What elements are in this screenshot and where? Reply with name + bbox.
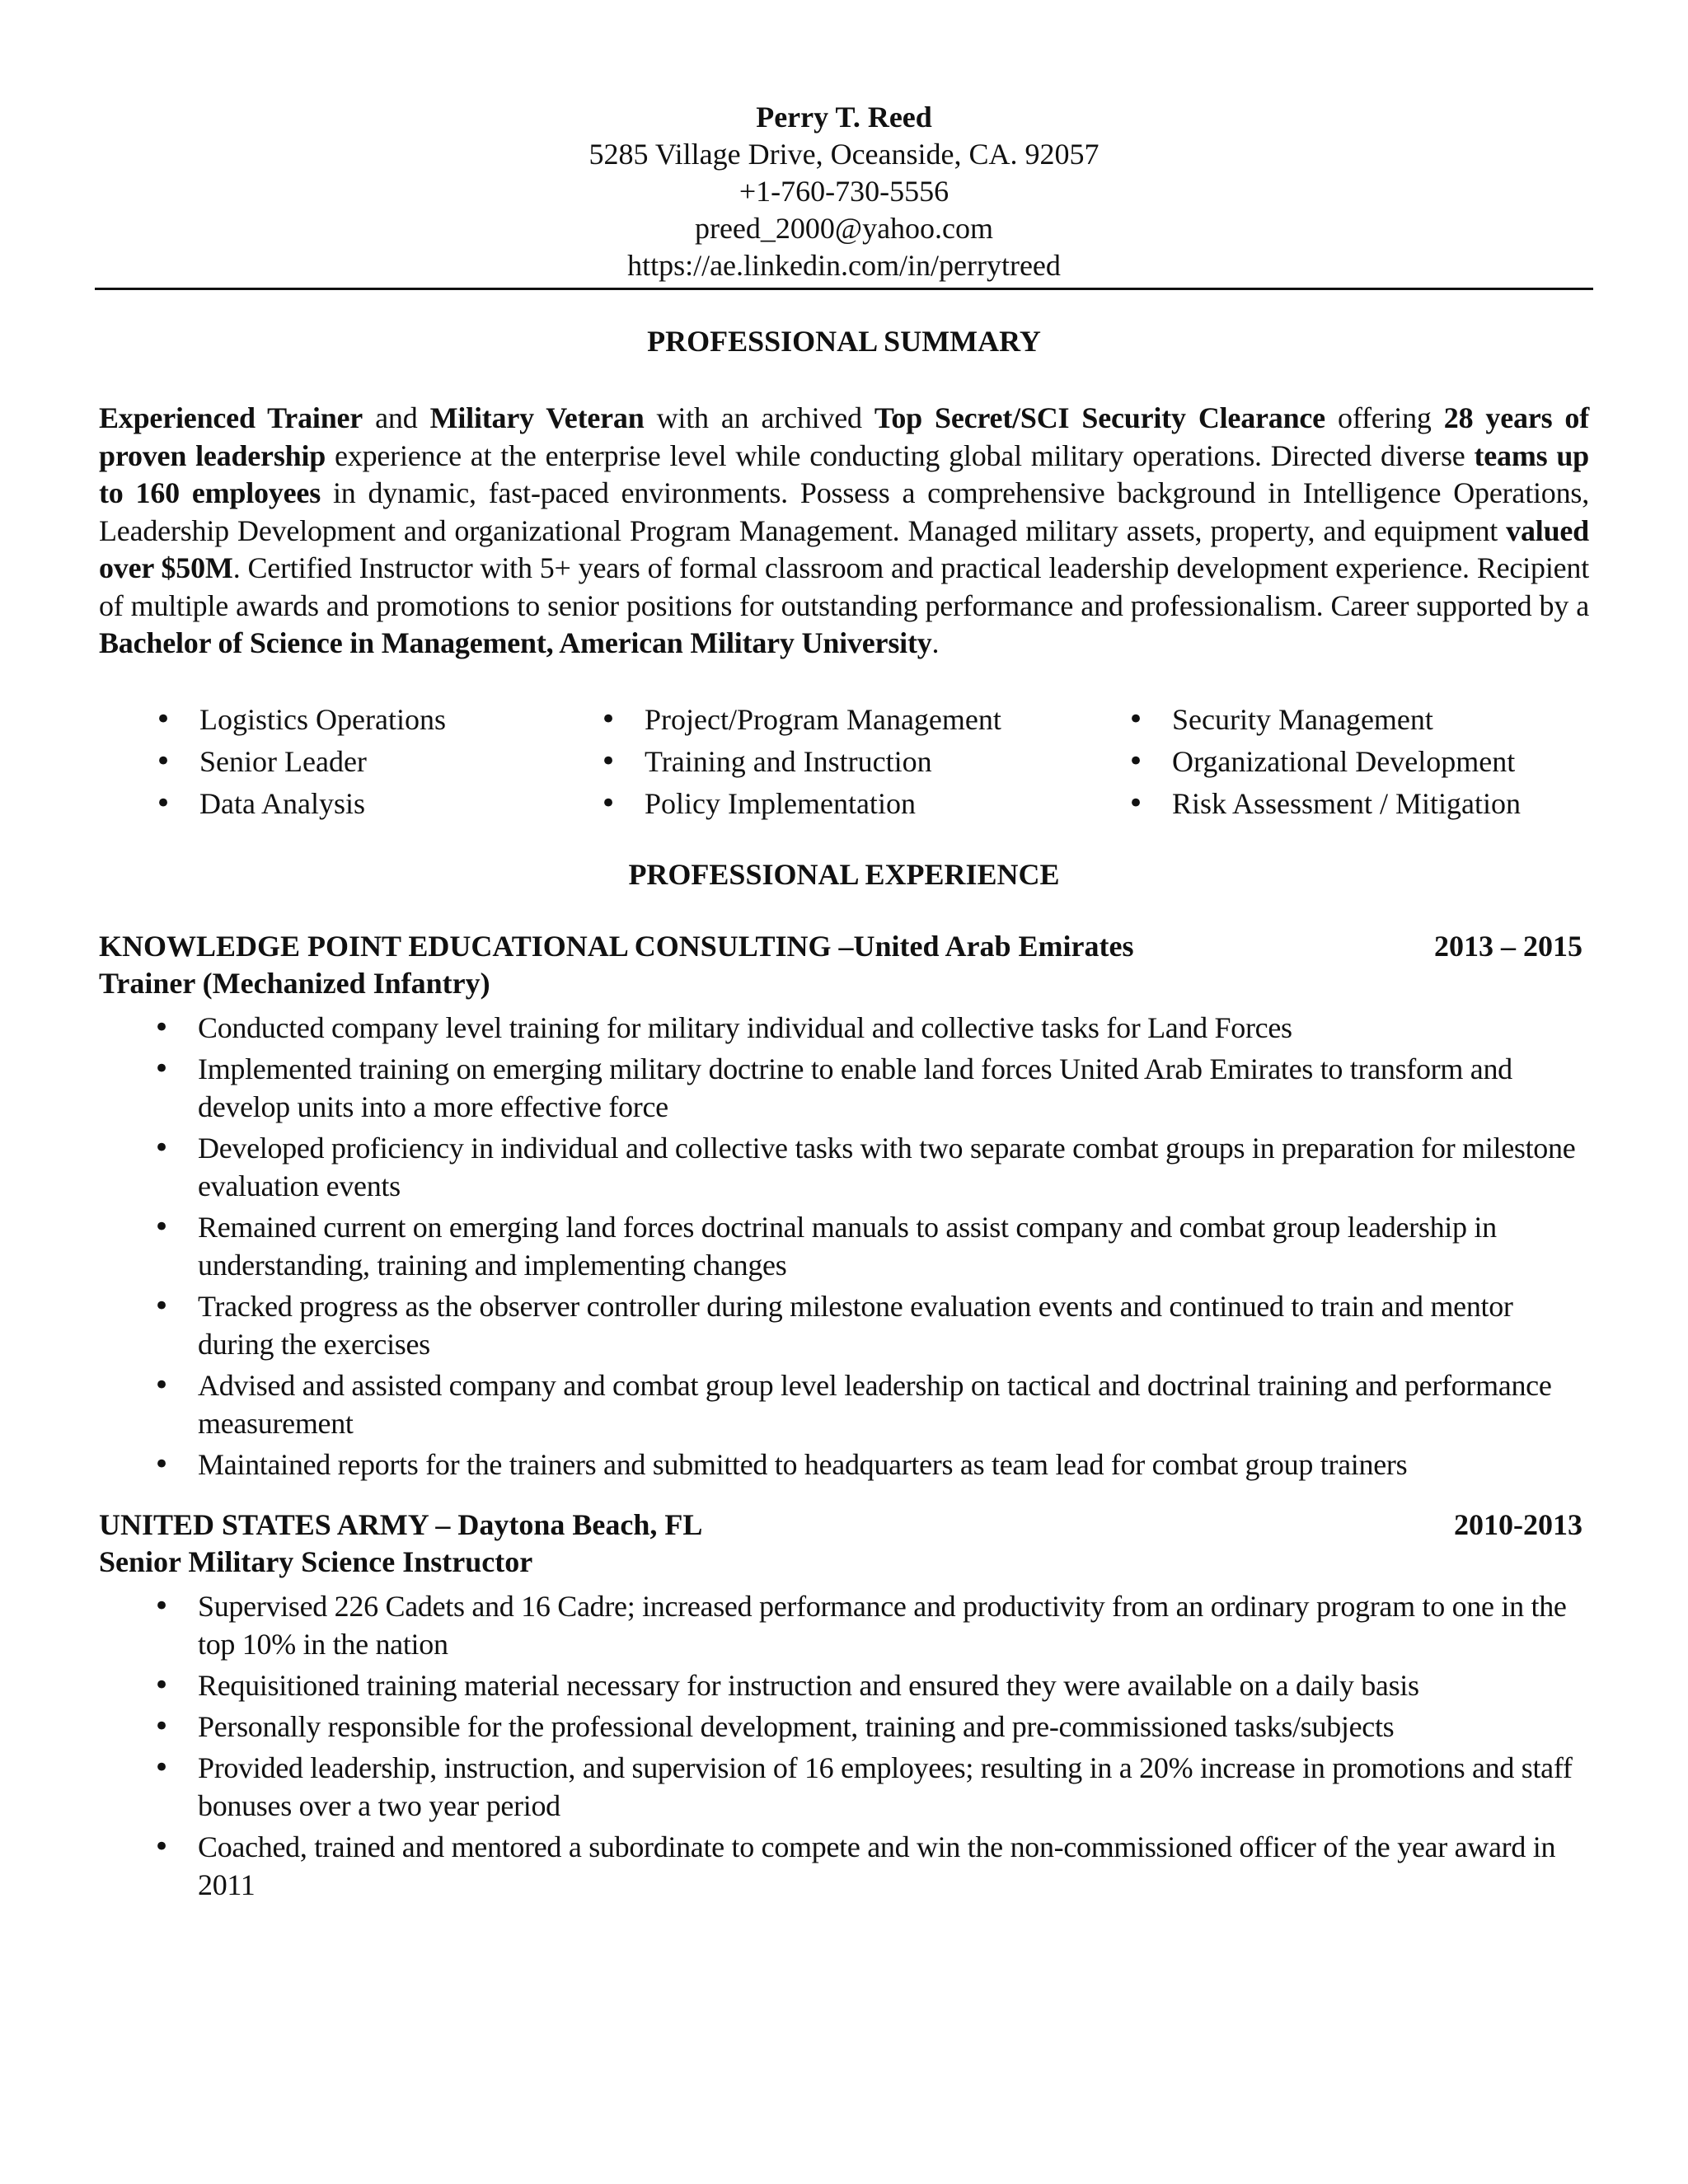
summary-bold: Experienced Trainer	[99, 401, 363, 434]
phone: +1-760-730-5556	[738, 175, 950, 208]
company-name: UNITED STATES ARMY – Daytona Beach, FL	[99, 1507, 703, 1541]
job-role: Trainer (Mechanized Infantry)	[99, 966, 490, 1000]
job-bullets	[99, 1009, 1589, 1483]
resume-header	[99, 99, 1589, 284]
summary-text: . Certified Instructor with 5+ years of formal classroom and practical leadership development experience. Recipient of multiple awards and promotions to senior positions for outstanding performance and professionalism. Career supported by a	[99, 551, 1589, 622]
job-header	[99, 928, 1589, 965]
skill-item: • Policy Implementation	[600, 783, 1128, 825]
summary-bold: Bachelor of Science in Management, American Military University	[99, 626, 932, 659]
skill-item: • Risk Assessment / Mitigation	[1128, 783, 1589, 825]
header-divider	[95, 288, 1593, 290]
address: 5285 Village Drive, Oceanside, CA. 92057	[588, 138, 1100, 171]
skill-item: • Security Management	[1128, 699, 1589, 741]
summary-bold: Top Secret/SCI Security Clearance	[874, 401, 1325, 434]
summary-text: offering	[1325, 401, 1444, 434]
email: preed_2000@yahoo.com	[694, 212, 994, 245]
job-dates: 2010-2013	[1454, 1507, 1582, 1541]
job-entry	[99, 928, 1589, 1483]
candidate-name: Perry T. Reed	[756, 101, 932, 134]
summary-bold: Military Veteran	[429, 401, 645, 434]
summary-text: with an archived	[644, 401, 874, 434]
summary-paragraph	[99, 400, 1589, 663]
bullet-item: • Coached, trained and mentored a subordinate to compete and win the non-commissioned officer of the year award in 2011	[198, 1828, 1589, 1904]
bullet-item: • Supervised 226 Cadets and 16 Cadre; increased performance and productivity from an ordinary program to one in the top 10% in the nation	[198, 1587, 1589, 1663]
bullet-item: • Advised and assisted company and combat group level leadership on tactical and doctrinal training and performance measurement	[198, 1366, 1589, 1442]
job-role: Senior Military Science Instructor	[99, 1544, 533, 1578]
bullet-item: • Provided leadership, instruction, and supervision of 16 employees; resulting in a 20% increase in promotions and staff bonuses over a two year period	[198, 1749, 1589, 1825]
skills-grid	[155, 699, 1589, 825]
skill-item: • Organizational Development	[1128, 741, 1589, 783]
summary-heading: PROFESSIONAL SUMMARY	[647, 325, 1041, 358]
company-name: KNOWLEDGE POINT EDUCATIONAL CONSULTING –United Arab Emirates	[99, 929, 1134, 963]
bullet-item: • Tracked progress as the observer controller during milestone evaluation events and continued to train and mentor during the exercises	[198, 1287, 1589, 1363]
bullet-item: • Implemented training on emerging military doctrine to enable land forces United Arab Emirates to transform and develop units into a more effective force	[198, 1050, 1589, 1126]
job-header	[99, 1507, 1589, 1544]
bullet-item: • Personally responsible for the professional development, training and pre-commissioned tasks/subjects	[198, 1708, 1589, 1746]
job-entry	[99, 1507, 1589, 1904]
experience-heading: PROFESSIONAL EXPERIENCE	[628, 857, 1060, 891]
job-dates: 2013 – 2015	[1434, 929, 1582, 963]
bullet-item: • Developed proficiency in individual and collective tasks with two separate combat groups in preparation for milestone evaluation events	[198, 1129, 1589, 1205]
skill-item: • Senior Leader	[155, 741, 600, 783]
summary-bold: teams up to 160 employees	[99, 438, 1590, 509]
skill-item: • Data Analysis	[155, 783, 600, 825]
skill-item: • Training and Instruction	[600, 741, 1128, 783]
summary-bold: valued over $50M	[99, 513, 1589, 584]
summary-bold: 28 years of proven leadership	[99, 401, 1590, 472]
bullet-item: • Conducted company level training for military individual and collective tasks for Land Forces	[198, 1009, 1589, 1047]
bullet-item: • Requisitioned training material necessary for instruction and ensured they were available on a daily basis	[198, 1666, 1589, 1704]
skill-item: • Project/Program Management	[600, 699, 1128, 741]
job-bullets	[99, 1587, 1589, 1904]
summary-text: experience at the enterprise level while conducting global military operations. Directed diverse	[326, 438, 1475, 472]
bullet-item: • Remained current on emerging land forces doctrinal manuals to assist company and combat group leadership in understanding, training and implementing changes	[198, 1208, 1589, 1284]
linkedin-url: https://ae.linkedin.com/in/perrytreed	[627, 249, 1061, 282]
bullet-item: • Maintained reports for the trainers and submitted to headquarters as team lead for combat group trainers	[198, 1446, 1589, 1483]
summary-text: and	[363, 401, 430, 434]
skill-item: • Logistics Operations	[155, 699, 600, 741]
summary-text: .	[931, 626, 940, 659]
summary-text: in dynamic, fast-paced environments. Possess a comprehensive background in Intelligence Operations, Leadership Development and organizational Program Management. Managed military assets, property, and equipment	[99, 476, 1590, 547]
